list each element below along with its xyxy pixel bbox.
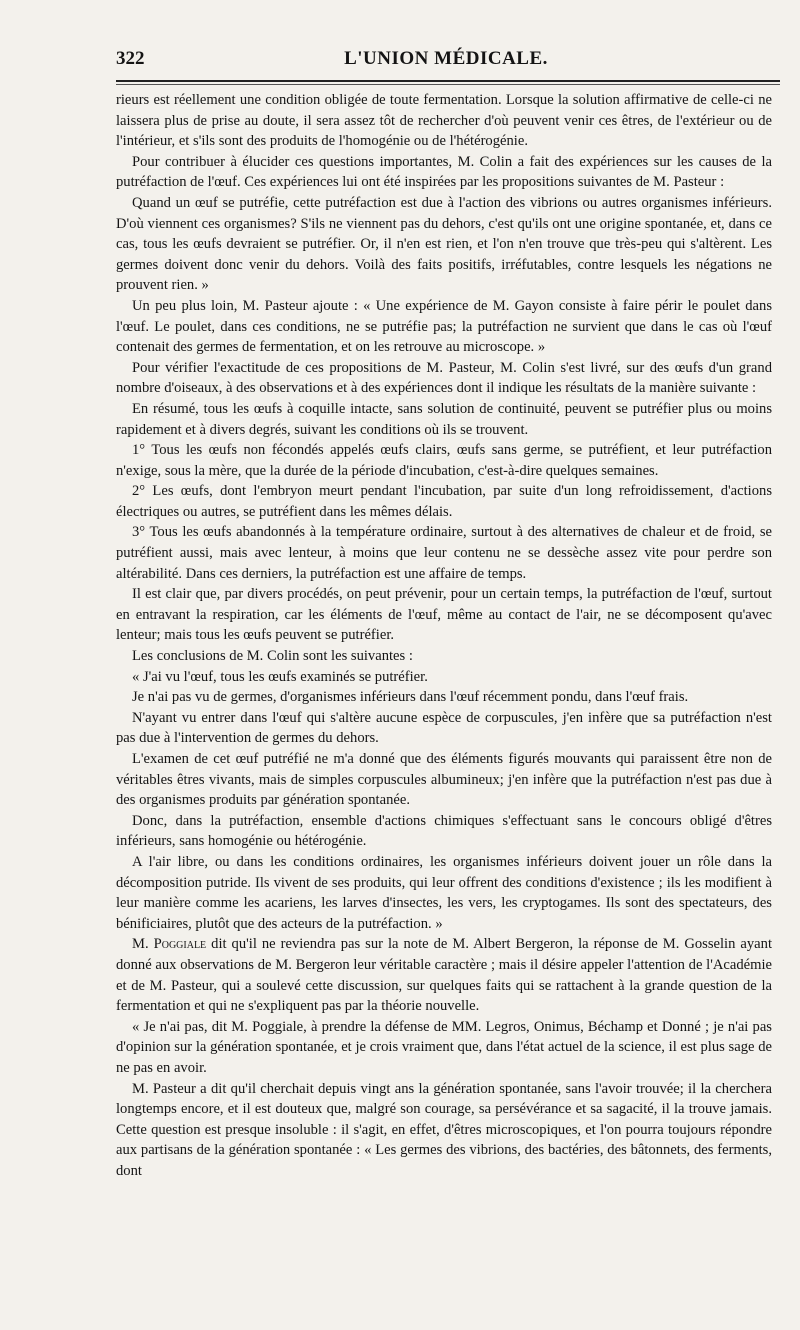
paragraph: Quand un œuf se putréfie, cette putréfaction est due à l'action des vibrions ou autres organismes inférieurs. D'où viennent ces organismes? S'ils ne viennent pas du dehors, c'est qu'ils ont une origine spontanée, et, dans ce cas, tous les œufs devraient se putréfier. Or, il n'en est rien, et l'on n'en trouve que très-peu qui s'altèrent. Les germes doivent donc venir du dehors. Voilà des faits positifs, irréfutables, contre lesquels les négations ne prouvent rien. » [116, 194, 772, 294]
paragraph: 3° Tous les œufs abandonnés à la température ordinaire, surtout à des alternatives de chaleur et de froid, se putréfient aussi, mais avec lenteur, à moins que leur contenu ne se dessèche assez vite pour perdre son altérabilité. Dans ces derniers, la putréfaction est une affaire de temps. [116, 524, 772, 582]
paragraph: Il est clair que, par divers procédés, on peut prévenir, pour un certain temps, la putréfaction de l'œuf, surtout en entravant la respiration, car les éléments de l'œuf, même au contact de l'air, ne se décomposent qu'avec lenteur; mais tous les œufs peuvent se putréfier. [116, 586, 772, 644]
page-header [116, 44, 776, 74]
paragraph: Un peu plus loin, M. Pasteur ajoute : « Une expérience de M. Gayon consiste à faire périr le poulet dans l'œuf. Le poulet, dans ces conditions, ne se putréfie pas; la putréfaction ne survient que dans le cas où l'œuf contenait des germes de fermentation, et on les retrouve au microscope. » [116, 297, 772, 356]
paragraph: En résumé, tous les œufs à coquille intacte, sans solution de continuité, peuvent se putréfier plus ou moins rapidement et à divers degrés, suivant les conditions où ils se trouvent. [116, 400, 772, 438]
paragraph: Je n'ai pas vu de germes, d'organismes inférieurs dans l'œuf récemment pondu, dans l'œuf frais. [132, 689, 689, 706]
article-body [116, 90, 772, 1181]
paragraph: A l'air libre, ou dans les conditions ordinaires, les organismes inférieurs doivent jouer un rôle dans la décomposition putride. Ils vivent de ses produits, qui leur offrent des conditions d'existence ; ils les modifient à leur manière comme les acariens, les larves d'insectes, les vers, les cryptogames. Ils sont des spectateurs, des bénificiaires, plutôt que des acteurs de la putréfaction. » [116, 853, 772, 932]
paragraph: Les conclusions de M. Colin sont les suivantes : [132, 648, 413, 665]
paragraph: rieurs est réellement une condition obligée de toute fermentation. Lorsque la solution affirmative de celle-ci ne laissera plus de prise au doute, il sera assez tôt de rechercher d'où peuvent venir ces êtres, de l'extérieur ou de l'intérieur, et s'ils sont des produits de l'homogénie ou de l'hétérogénie. [116, 92, 772, 150]
paragraph-text: dit qu'il ne reviendra pas sur la note de M. Albert Bergeron, la réponse de M. Gosselin ayant donné aux observations de M. Bergeron leur véritable caractère ; mais il désire appeler l'attention de l'Académie et de M. Pasteur, qui a soulevé cette discussion, sur quelques faits qui se rattachent à la grande question de la fermentation et qui ne s'expliquent pas par la théorie nouvelle. [116, 936, 772, 1015]
paragraph: L'examen de cet œuf putréfié ne m'a donné que des éléments figurés mouvants qui paraissent être non de véritables êtres vivants, mais de simples corpuscules albumineux; j'en infère que la putréfaction n'est pas due à des organismes produits par génération spontanée. [116, 751, 772, 809]
speaker-name: M. Poggiale [132, 936, 207, 953]
paragraph: 1° Tous les œufs non fécondés appelés œufs clairs, œufs sans germe, se putréfient, et leur putréfaction n'exige, sous la mère, que la durée de la période d'incubation, c'est-à-dire quelques semaines. [116, 442, 772, 479]
paragraph: 2° Les œufs, dont l'embryon meurt pendant l'incubation, par suite d'un long refroidissement, d'actions électriques ou autres, se putréfient dans les mêmes délais. [116, 483, 772, 520]
paragraph: « Je n'ai pas, dit M. Poggiale, à prendre la défense de MM. Legros, Onimus, Béchamp et Donné ; je n'ai pas d'opinion sur la génération spontanée, et je crois vraiment que, dans l'état actuel de la science, il est plus sage de ne pas en avoir. [116, 1018, 772, 1076]
paragraph: Pour contribuer à élucider ces questions importantes, M. Colin a fait des expériences sur les causes de la putréfaction de l'œuf. Ces expériences lui ont été inspirées par les propositions suivantes de M. Pasteur : [116, 153, 772, 191]
paragraph: M. Pasteur a dit qu'il cherchait depuis vingt ans la génération spontanée, sans l'avoir trouvée; il la cherchera longtemps encore, et il est douteux que, malgré son courage, sa persévérance et sa sagacité, il la trouve jamais. Cette question est presque insoluble : il s'agit, en effet, d'êtres microscopiques, et l'on pourra toujours répondre aux partisans de la génération spontanée : « Les germes des vibrions, des bactéries, des bâtonnets, des ferments, dont [116, 1080, 772, 1179]
header-rule [116, 80, 780, 85]
paragraph: Donc, dans la putréfaction, ensemble d'actions chimiques s'effectuant sans le concours obligé d'êtres inférieurs, sans homogénie ou hétérogénie. [116, 812, 772, 850]
paragraph: « J'ai vu l'œuf, tous les œufs examinés se putréfier. [132, 668, 428, 685]
running-title: L'UNION MÉDICALE. [344, 48, 548, 69]
paragraph: Pour vérifier l'exactitude de ces propositions de M. Pasteur, M. Colin s'est livré, sur des œufs d'un grand nombre d'oiseaux, à des observations et à des expériences dont il indique les résultats de la manière suivante : [116, 359, 772, 397]
poggiale-paragraph [116, 934, 772, 1016]
paragraph: N'ayant vu entrer dans l'œuf qui s'altère aucune espèce de corpuscules, j'en infère que sa putréfaction n'est pas due à l'intervention de germes du dehors. [116, 709, 772, 747]
page-number: 322 [116, 48, 145, 69]
